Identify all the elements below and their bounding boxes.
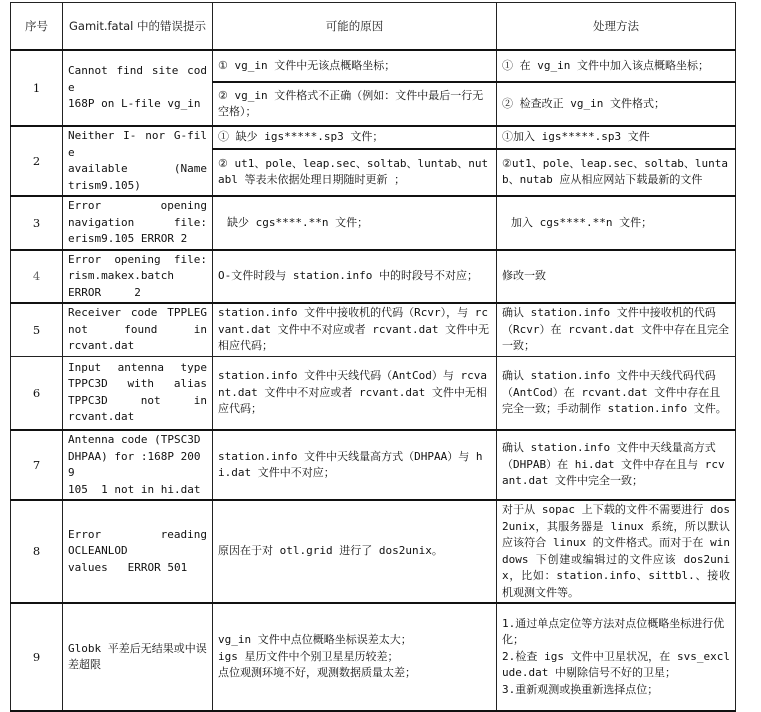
row-fix: ②ut1、pole、leap.sec、soltab、luntab、nutab 应从相应网站下载最新的文件 bbox=[497, 149, 736, 196]
row-cause bbox=[213, 603, 497, 711]
error-line: not found in bbox=[68, 322, 207, 336]
row-index: 6 bbox=[11, 356, 63, 430]
row-error bbox=[63, 303, 213, 356]
table-row bbox=[11, 250, 736, 304]
fix-line: 2.检查 igs 文件中卫星状况，在 svs_exclude.dat 中剔除信号不好的卫星； bbox=[502, 649, 730, 680]
row-fix: ① 在 vg_in 文件中加入该点概略坐标； bbox=[497, 50, 736, 82]
row-cause: ① 缺少 igs*****.sp3 文件； bbox=[213, 126, 497, 149]
error-line: 105 1 not in hi.dat bbox=[68, 482, 201, 496]
error-line: Error reading bbox=[68, 527, 207, 541]
error-line: rcvant.dat bbox=[68, 339, 135, 352]
error-line: Neither I- nor G-file bbox=[68, 129, 207, 159]
error-line: Receiver code TPPLEG bbox=[68, 306, 207, 319]
error-line: trism9.105) bbox=[68, 178, 141, 192]
error-line: rcvant.dat bbox=[68, 410, 135, 424]
table-row bbox=[11, 500, 736, 603]
table-row bbox=[11, 356, 736, 430]
error-line: values ERROR 501 bbox=[68, 560, 188, 574]
row-error bbox=[63, 250, 213, 304]
row-index: 7 bbox=[11, 430, 63, 500]
row-cause: station.info 文件中天线代码（AntCod）与 rcvant.dat 文件中不对应或者 rcvant.dat 文件中无相应代码； bbox=[213, 356, 497, 430]
error-line: TPPC3D with alias bbox=[68, 377, 207, 391]
row-index: 3 bbox=[11, 196, 63, 250]
cause-line: 点位观测环境不好，观测数据质量太差； bbox=[218, 666, 416, 680]
table-row bbox=[11, 126, 736, 149]
row-index: 9 bbox=[11, 603, 63, 711]
table-row bbox=[11, 603, 736, 711]
error-line: ERROR 2 bbox=[68, 285, 141, 299]
fix-line: 3.重新观测或换重新选择点位； bbox=[502, 682, 659, 696]
row-cause: 缺少 cgs****.**n 文件； bbox=[213, 196, 497, 250]
row-error bbox=[63, 356, 213, 430]
document-page bbox=[10, 2, 736, 712]
row-error bbox=[63, 500, 213, 603]
row-cause: ② vg_in 文件格式不正确（例如：文件中最后一行无空格）； bbox=[213, 82, 497, 126]
error-line: Error opening file: bbox=[68, 252, 207, 266]
gamit-error-table bbox=[10, 2, 736, 712]
error-line: erism9.105 ERROR 2 bbox=[68, 232, 188, 245]
row-cause: ① vg_in 文件中无该点概略坐标； bbox=[213, 50, 497, 82]
row-fix: 确认 station.info 文件中天线代码代码（AntCod）在 rcvant.dat 文件中存在且完全一致；手动制作 station.info 文件。 bbox=[497, 356, 736, 430]
error-line: TPPC3D not in bbox=[68, 393, 207, 407]
table-row bbox=[11, 196, 736, 250]
row-index: 4 bbox=[11, 250, 63, 304]
row-fix: ② 检查改正 vg_in 文件格式； bbox=[497, 82, 736, 126]
row-cause: O-文件时段与 station.info 中的时段号不对应； bbox=[213, 250, 497, 304]
error-line: Antenna code (TPSC3D bbox=[68, 433, 201, 446]
header-index: 序号 bbox=[11, 3, 63, 51]
row-error bbox=[63, 603, 213, 711]
table-row bbox=[11, 50, 736, 82]
row-error bbox=[63, 126, 213, 196]
fix-line: 1.通过单点定位等方法对点位概略坐标进行优化； bbox=[502, 616, 725, 647]
row-fix: 确认 station.info 文件中接收机的代码（Rcvr）在 rcvant.dat 文件中存在且完全一致； bbox=[497, 303, 736, 356]
cause-line: vg_in 文件中点位概略坐标误差太大； bbox=[218, 633, 412, 647]
table-row bbox=[11, 430, 736, 500]
error-line: Error opening bbox=[68, 199, 207, 212]
error-line: navigation file: bbox=[68, 215, 207, 229]
error-line: available (Name bbox=[68, 162, 207, 175]
error-line: rism.makex.batch bbox=[68, 269, 174, 282]
row-index: 5 bbox=[11, 303, 63, 356]
row-cause: ② ut1、pole、leap.sec、soltab、luntab、nutabl 等表未依据处理日期随时更新 ； bbox=[213, 149, 497, 196]
row-error bbox=[63, 50, 213, 126]
error-line: Globk 平差后无结果或中误差超限 bbox=[68, 641, 207, 671]
row-fix: 对于从 sopac 上下载的文件不需要进行 dos2unix，其服务器是 linux 系统，所以默认应该符合 linux 的文件格式。而对于在 windows 下创建或编辑过的文件应该 dos2unix，比如：station.info、sittbl.、接收机观测文件等。 bbox=[497, 500, 736, 603]
row-fix: 修改一致 bbox=[497, 250, 736, 304]
row-index: 1 bbox=[11, 50, 63, 126]
cause-line: igs 星历文件中个别卫星星历较差； bbox=[218, 649, 399, 663]
row-index: 8 bbox=[11, 500, 63, 603]
row-cause: station.info 文件中接收机的代码（Rcvr），与 rcvant.dat 文件中不对应或者 rcvant.dat 文件中无相应代码； bbox=[213, 303, 497, 356]
error-line: Input antenna type bbox=[68, 360, 207, 374]
row-fix: 确认 station.info 文件中天线量高方式（DHPAB）在 hi.dat 文件中存在且与 rcvant.dat 文件中完全一致； bbox=[497, 430, 736, 500]
error-line: OCLEANLOD bbox=[68, 544, 128, 558]
row-fix: ①加入 igs*****.sp3 文件 bbox=[497, 126, 736, 149]
row-error bbox=[63, 430, 213, 500]
header-fix: 处理方法 bbox=[497, 3, 736, 51]
row-index: 2 bbox=[11, 126, 63, 196]
error-line: DHPAA) for :168P 2009 bbox=[68, 449, 201, 479]
table-row bbox=[11, 303, 736, 356]
header-error: Gamit.fatal 中的错误提示 bbox=[63, 3, 213, 51]
row-cause: station.info 文件中天线量高方式（DHPAA）与 hi.dat 文件中不对应； bbox=[213, 430, 497, 500]
row-fix bbox=[497, 603, 736, 711]
row-error bbox=[63, 196, 213, 250]
row-cause: 原因在于对 otl.grid 进行了 dos2unix。 bbox=[213, 500, 497, 603]
error-line: Cannot find site code bbox=[68, 64, 207, 94]
table-header-row bbox=[11, 3, 736, 51]
row-fix: 加入 cgs****.**n 文件； bbox=[497, 196, 736, 250]
header-cause: 可能的原因 bbox=[213, 3, 497, 51]
error-line: 168P on L-file vg_in bbox=[68, 97, 201, 111]
